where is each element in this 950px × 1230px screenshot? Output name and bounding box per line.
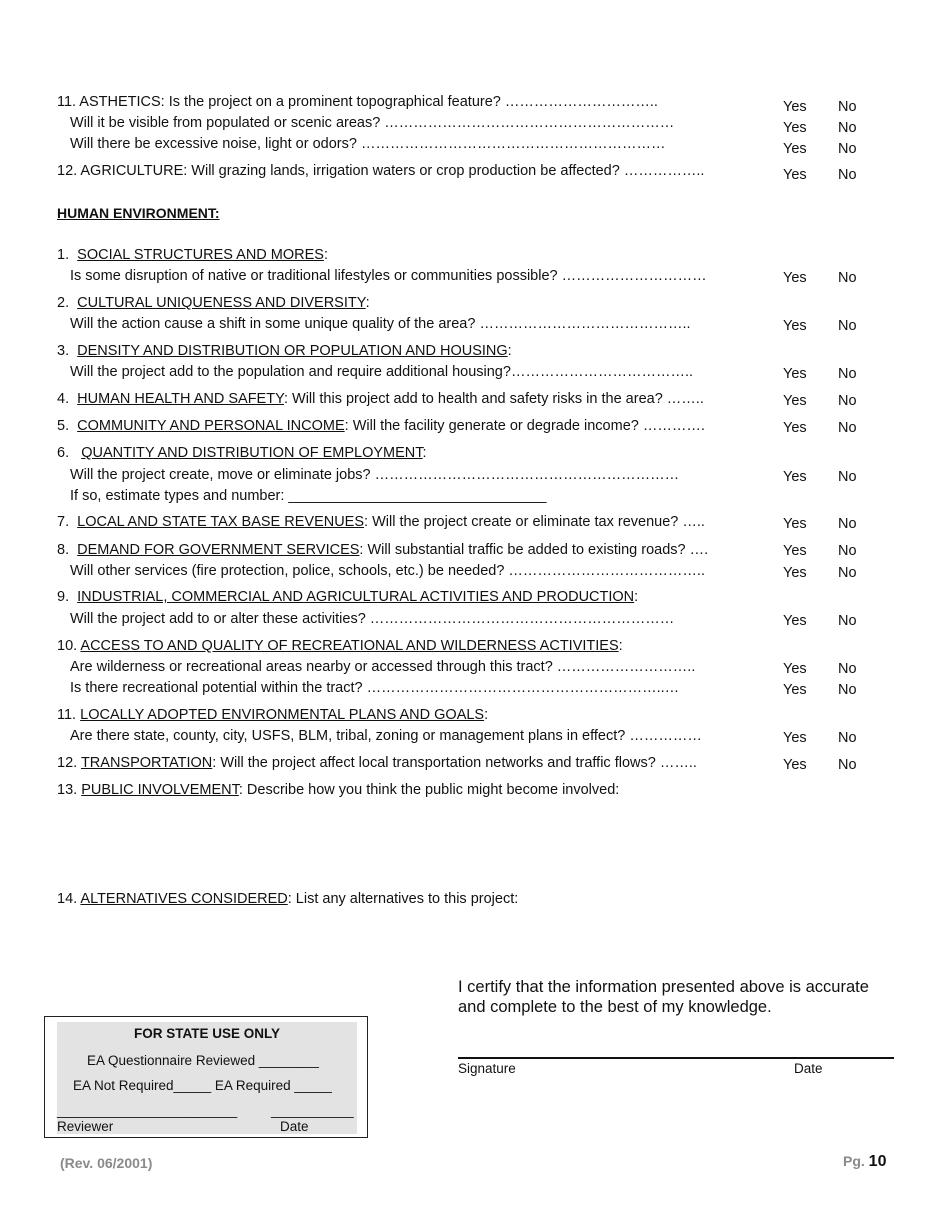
no-option[interactable]: No (838, 270, 857, 286)
item-10-question: Are wilderness or recreational areas nearby or accessed through this tract? ……………………….. (70, 659, 696, 675)
item-6-estimate-field[interactable]: If so, estimate types and number: ________________________________ (70, 488, 547, 504)
item-11-heading: 11. LOCALLY ADOPTED ENVIRONMENTAL PLANS AND GOALS: (57, 707, 489, 723)
item-4-question: 4. HUMAN HEALTH AND SAFETY: Will this project add to health and safety risks in the area? …….. (57, 391, 704, 407)
yes-option[interactable]: Yes (783, 420, 807, 436)
signature-label: Signature (458, 1061, 516, 1076)
item-9-question: Will the project add to or alter these activities? ……………………………………………………… (70, 611, 675, 627)
no-option[interactable]: No (838, 99, 857, 115)
section-heading: HUMAN ENVIRONMENT: (57, 205, 220, 221)
yes-option[interactable]: Yes (783, 120, 807, 136)
state-use-box-fill (57, 1022, 357, 1134)
item-9-heading: 9. INDUSTRIAL, COMMERCIAL AND AGRICULTURAL ACTIVITIES AND PRODUCTION: (57, 589, 639, 605)
item-13-question: 13. PUBLIC INVOLVEMENT: Describe how you think the public might become involved: (57, 782, 620, 798)
no-option[interactable]: No (838, 120, 857, 136)
yes-option[interactable]: Yes (783, 167, 807, 183)
page-number: Pg. 10 (843, 1153, 887, 1170)
reviewer-date-label: Date (280, 1119, 309, 1134)
yes-option[interactable]: Yes (783, 141, 807, 157)
item-6-heading: 6. QUANTITY AND DISTRIBUTION OF EMPLOYMENT: (57, 445, 427, 461)
no-option[interactable]: No (838, 661, 857, 677)
yes-option[interactable]: Yes (783, 516, 807, 532)
aesthetics-question: 11. ASTHETICS: Is the project on a prominent topographical feature? ………………………….. (57, 94, 658, 110)
item-3-question: Will the project add to the population and require additional housing?……………………………….. (70, 364, 693, 380)
item-1-heading: 1. SOCIAL STRUCTURES AND MORES: (57, 247, 328, 263)
no-option[interactable]: No (838, 366, 857, 382)
item-8-question-2: Will other services (fire protection, police, schools, etc.) be needed? ………………………………….. (70, 563, 705, 579)
no-option[interactable]: No (838, 730, 857, 746)
reviewer-label: Reviewer (57, 1119, 114, 1134)
agriculture-question: 12. AGRICULTURE: Will grazing lands, irrigation waters or crop production be affected? …………….. (57, 163, 705, 179)
no-option[interactable]: No (838, 543, 857, 559)
item-12-question: 12. TRANSPORTATION: Will the project affect local transportation networks and traffic flows? …….. (57, 755, 697, 771)
ea-required-field[interactable]: EA Not Required_____ EA Required _____ (73, 1078, 332, 1093)
aesthetics-noise-question: Will there be excessive noise, light or odors? ……………………………………………………… (70, 136, 666, 152)
no-option[interactable]: No (838, 141, 857, 157)
no-option[interactable]: No (838, 565, 857, 581)
item-11-question: Are there state, county, city, USFS, BLM, tribal, zoning or management plans in effect? …………… (70, 728, 702, 744)
no-option[interactable]: No (838, 682, 857, 698)
yes-option[interactable]: Yes (783, 99, 807, 115)
yes-option[interactable]: Yes (783, 543, 807, 559)
no-option[interactable]: No (838, 516, 857, 532)
no-option[interactable]: No (838, 469, 857, 485)
yes-option[interactable]: Yes (783, 366, 807, 382)
state-use-title: FOR STATE USE ONLY (133, 1026, 280, 1041)
yes-option[interactable]: Yes (783, 757, 807, 773)
item-10-heading: 10. ACCESS TO AND QUALITY OF RECREATIONAL AND WILDERNESS ACTIVITIES: (57, 638, 623, 654)
yes-option[interactable]: Yes (783, 661, 807, 677)
certification-line-1: I certify that the information presented above is accurate (458, 978, 869, 996)
revision-label: (Rev. 06/2001) (60, 1155, 153, 1171)
yes-option[interactable]: Yes (783, 318, 807, 334)
yes-option[interactable]: Yes (783, 393, 807, 409)
yes-option[interactable]: Yes (783, 270, 807, 286)
item-6-question: Will the project create, move or eliminate jobs? ……………………………………………………… (70, 467, 680, 483)
item-10-question-2: Is there recreational potential within the tract? ……………………………………………………..… (70, 680, 680, 696)
no-option[interactable]: No (838, 757, 857, 773)
certification-line-2: and complete to the best of my knowledge. (458, 998, 772, 1016)
no-option[interactable]: No (838, 318, 857, 334)
item-2-question: Will the action cause a shift in some unique quality of the area? …………………………………….. (70, 316, 691, 332)
state-use-box (44, 1016, 368, 1138)
yes-option[interactable]: Yes (783, 730, 807, 746)
item-5-question: 5. COMMUNITY AND PERSONAL INCOME: Will the facility generate or degrade income? …………. (57, 418, 705, 434)
date-label: Date (794, 1061, 823, 1076)
no-option[interactable]: No (838, 420, 857, 436)
item-3-heading: 3. DENSITY AND DISTRIBUTION OR POPULATION AND HOUSING: (57, 343, 512, 359)
no-option[interactable]: No (838, 393, 857, 409)
yes-option[interactable]: Yes (783, 682, 807, 698)
no-option[interactable]: No (838, 613, 857, 629)
item-1-question: Is some disruption of native or traditional lifestyles or communities possible? ………………………… (70, 268, 707, 284)
ea-reviewed-field[interactable]: EA Questionnaire Reviewed ________ (87, 1053, 319, 1068)
item-14-question: 14. ALTERNATIVES CONSIDERED: List any alternatives to this project: (57, 891, 519, 907)
reviewer-line[interactable]: ________________________ (57, 1103, 238, 1118)
item-7-question: 7. LOCAL AND STATE TAX BASE REVENUES: Will the project create or eliminate tax revenue? ….. (57, 514, 705, 530)
yes-option[interactable]: Yes (783, 565, 807, 581)
reviewer-date-line[interactable]: ___________ (271, 1103, 354, 1118)
item-2-heading: 2. CULTURAL UNIQUENESS AND DIVERSITY: (57, 295, 370, 311)
signature-line[interactable] (458, 1057, 894, 1059)
aesthetics-visible-question: Will it be visible from populated or scenic areas? …………………………………………………… (70, 115, 675, 131)
yes-option[interactable]: Yes (783, 613, 807, 629)
item-8-question: 8. DEMAND FOR GOVERNMENT SERVICES: Will substantial traffic be added to existing roads? …. (57, 542, 709, 558)
yes-option[interactable]: Yes (783, 469, 807, 485)
no-option[interactable]: No (838, 167, 857, 183)
